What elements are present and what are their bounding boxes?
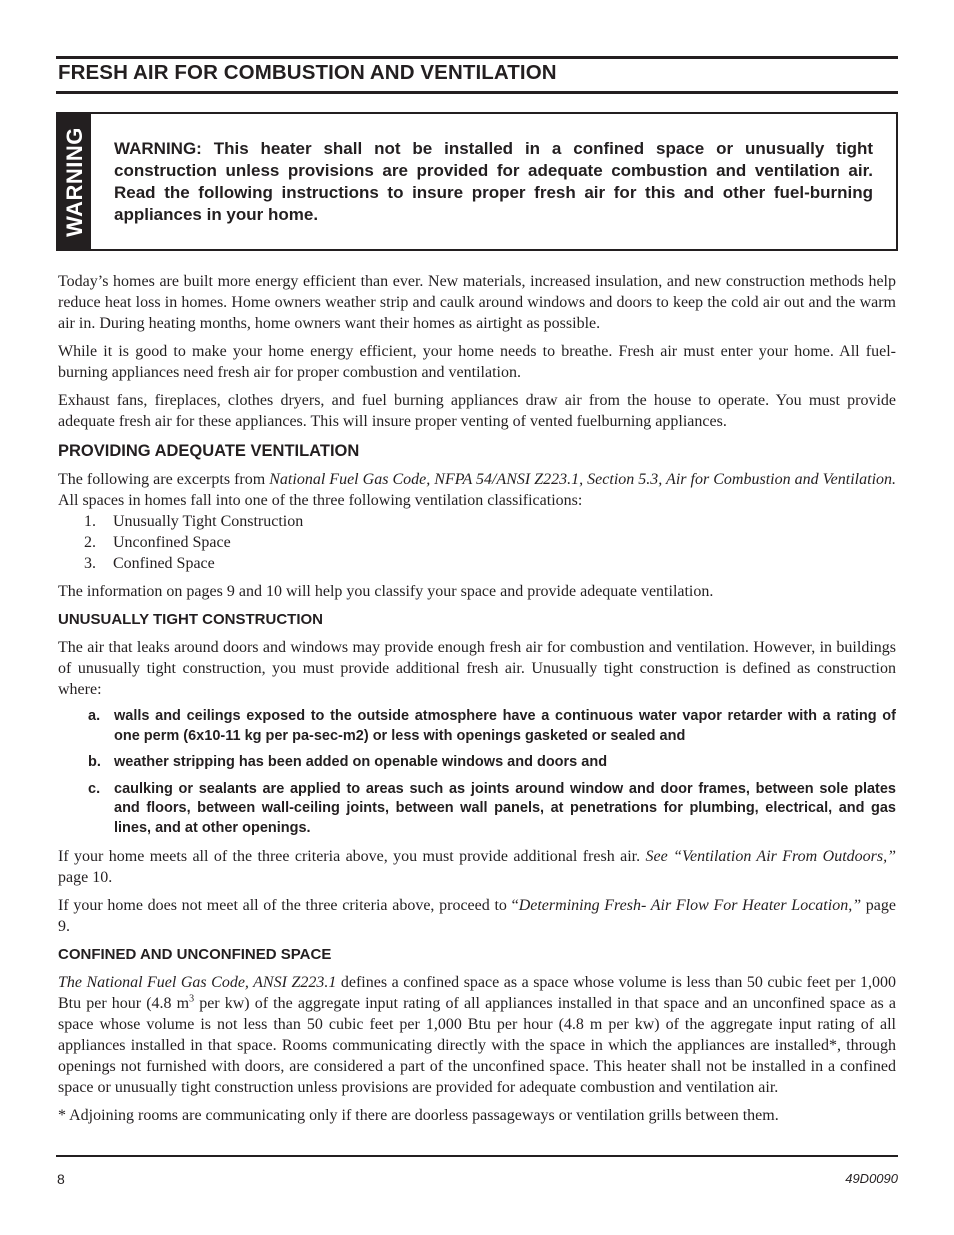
title-underline <box>56 91 898 94</box>
classification-list <box>58 511 896 574</box>
tight-paragraph-1: The air that leaks around doors and windows may provide enough fresh air for combustion and ventilation. However, in buildings of unusually tight construction, you must provide additional fresh air. Unusually tight construction is defined as construction where: <box>58 639 896 698</box>
ventilation-paragraph-1: The following are excerpts from National Fuel Gas Code, NFPA 54/ANSI Z223.1, Section 5.3, Air for Combustion and Ventilation. All spaces in homes fall into one of the three following ventilation classifications: <box>58 471 897 509</box>
intro-paragraph-1: Today’s homes are built more energy efficient than ever. New materials, increased insulation, and new construction methods help reduce heat loss in homes. Home owners weather strip and caulk around windows and doors to keep the cold air out and the warm air in. During heating months, home owners want their homes as airtight as possible. <box>58 273 896 332</box>
list-item: c. caulking or sealants are applied to areas such as joints around window and door frames, between sole plates and floors, between wall-ceiling joints, between wall panels, at penetrations for plumbing, electrical, and gas lines, and at other openings. <box>88 780 896 836</box>
cross-reference: See “Ventilation Air From Outdoors,” <box>645 848 896 865</box>
criteria-list <box>58 707 896 838</box>
cross-reference: Determining Fresh- Air Flow For Heater Location,” <box>518 897 862 914</box>
warning-text: WARNING: This heater shall not be installed in a confined space or unusually tight construction unless provisions are provided for adequate combustion and ventilation air. Read the following instructions to insure proper fresh air for this and other fuel-burning appliances in your home. <box>114 139 873 224</box>
list-item: 2. Unconfined Space <box>84 534 231 551</box>
list-item: a. walls and ceilings exposed to the outside atmosphere have a continuous water vapor retarder with a rating of one perm (6x10-11 kg per pa-sec-m2) or less with openings gasketed or sealed and <box>88 708 896 744</box>
page-number: 8 <box>57 1171 65 1187</box>
code-reference: National Fuel Gas Code, NFPA 54/ANSI Z223.1, Section 5.3, Air for Combustion and Ventilation. <box>269 471 897 488</box>
ventilation-paragraph-2: The information on pages 9 and 10 will help you classify your space and provide adequate ventilation. <box>58 583 714 600</box>
warning-tab-label: WARNING <box>61 126 87 237</box>
list-item: 1. Unusually Tight Construction <box>84 513 304 530</box>
page-title: FRESH AIR FOR COMBUSTION AND VENTILATION <box>58 61 557 84</box>
tight-paragraph-3: If your home does not meet all of the three criteria above, proceed to “Determining Fresh- Air Flow For Heater Location,” page 9. <box>58 897 897 935</box>
code-reference: The National Fuel Gas Code, ANSI Z223.1 <box>58 974 337 991</box>
top-rule <box>56 56 898 59</box>
confined-paragraph-1: The National Fuel Gas Code, ANSI Z223.1 defines a confined space as a space whose volume is less than 50 cubic feet per 1,000 Btu per hour (4.8 $m^3$ per kw) of the aggregate input rating of all appliances installed in that space and an unconfined space as a space whose volume is not less than 50 cubic feet per 1,000 Btu per hour (4.8 m per kw) of the aggregate input rating of all appliances installed in that space. Rooms communicating directly with the space in which the appliances are installed*, through openings not furnished with doors, are considered a part of the unconfined space. This heater shall not be installed in a confined space or unusually tight construction unless provisions are provided for adequate combustion and ventilation air. <box>58 974 897 1096</box>
tight-paragraph-2: If your home meets all of the three criteria above, you must provide additional fresh air. See “Ventilation Air From Outdoors,” page 10. <box>58 848 896 886</box>
intro-paragraph-2: While it is good to make your home energy efficient, your home needs to breathe. Fresh air must enter your home. All fuel-burning appliances need fresh air for proper combustion and ventilation. <box>58 343 896 381</box>
footer-rule <box>56 1155 898 1157</box>
confined-space-heading: CONFINED AND UNCONFINED SPACE <box>58 946 332 963</box>
list-item: b. weather stripping has been added on openable windows and doors and <box>88 754 608 770</box>
document-code: 49D0090 <box>845 1171 898 1186</box>
main-content <box>58 271 896 1133</box>
warning-box <box>56 112 898 251</box>
footnote: * Adjoining rooms are communicating only if there are doorless passageways or ventilation grills between them. <box>58 1107 779 1124</box>
intro-paragraph-3: Exhaust fans, fireplaces, clothes dryers, and fuel burning appliances draw air from the house to operate. You must provide adequate fresh air for these appliances. This will insure proper venting of vented fuelburning appliances. <box>58 392 896 430</box>
ventilation-heading: PROVIDING ADEQUATE VENTILATION <box>58 442 360 460</box>
tight-construction-heading: UNUSUALLY TIGHT CONSTRUCTION <box>58 611 324 628</box>
warning-tab <box>58 114 91 249</box>
list-item: 3. Confined Space <box>84 555 215 572</box>
